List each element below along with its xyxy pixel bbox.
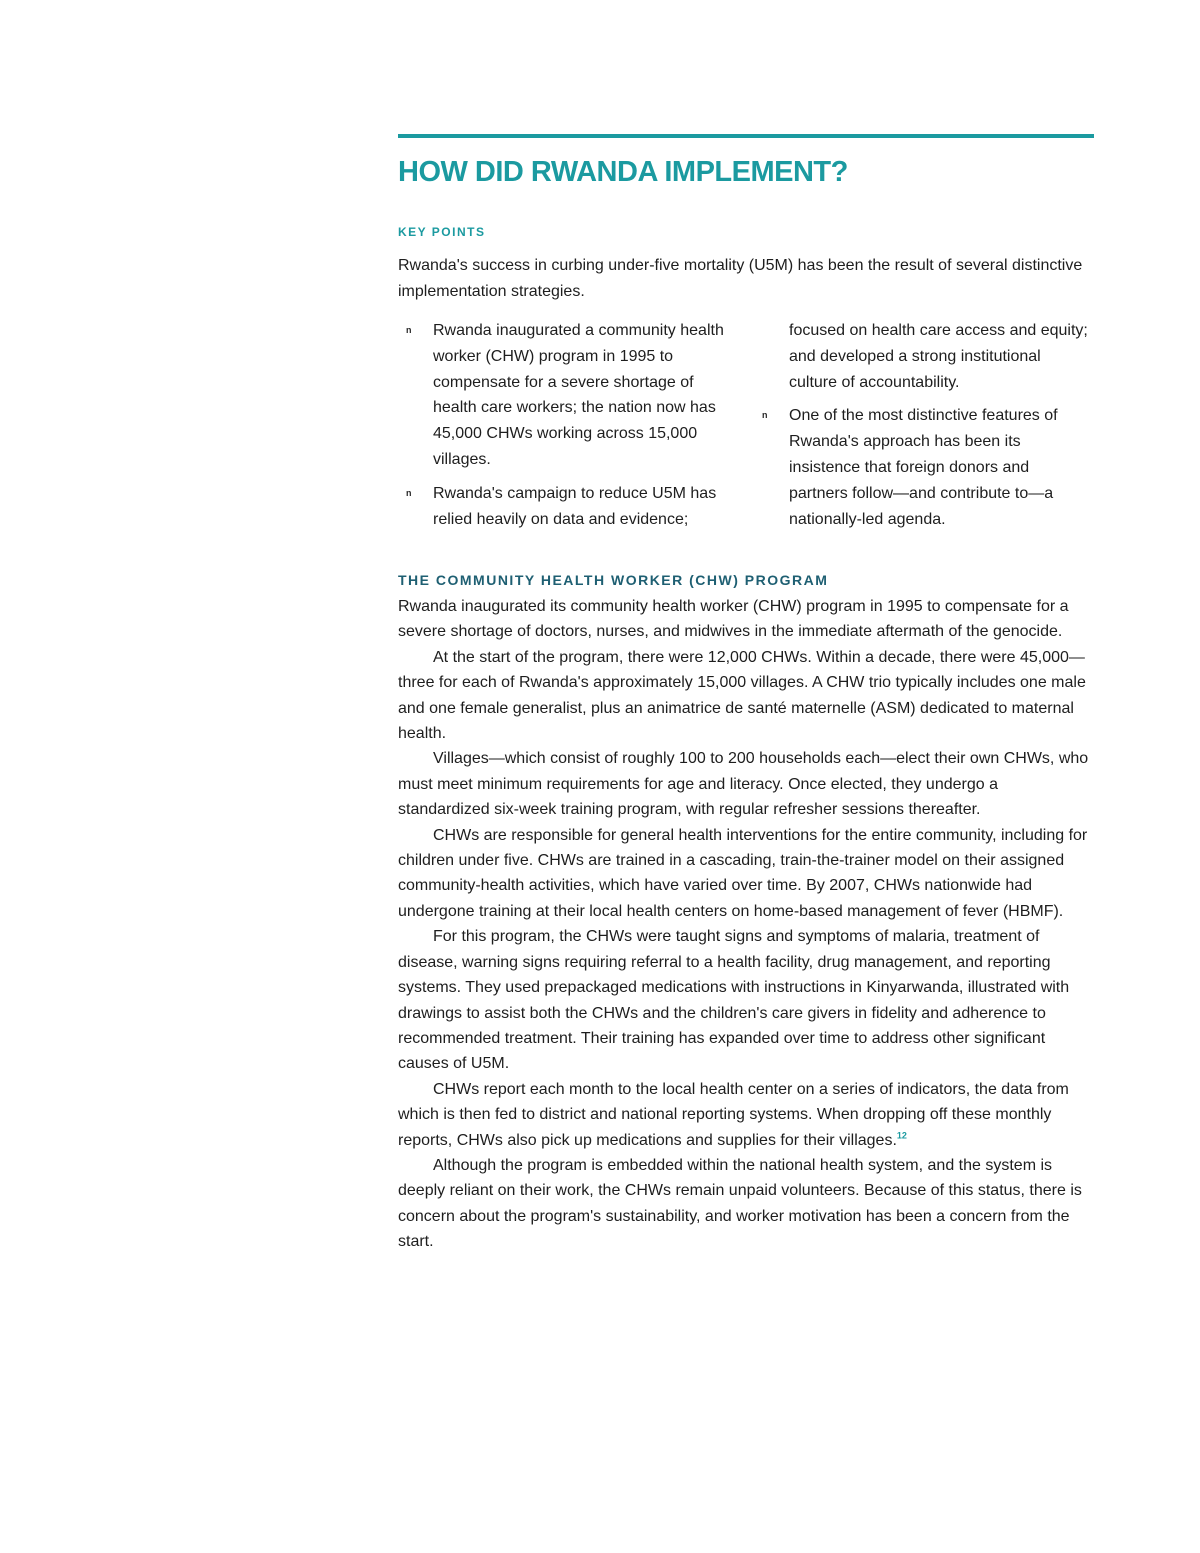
paragraph-1: Rwanda inaugurated its community health worker (CHW) program in 1995 to compensate for a severe shortage of doctors, nurses, and midwives in the immediate aftermath of the genocide.	[398, 598, 1069, 641]
paragraph-2: At the start of the program, there were 12,000 CHWs. Within a decade, there were 45,000—three for each of Rwanda's approximately 15,000 villages. A CHW trio typically includes one male and one female generalist, plus an animatrice de santé maternelle (ASM) dedicated to maternal health.	[398, 648, 1086, 743]
key-points-intro: Rwanda's success in curbing under-five mortality (U5M) has been the result of several distinctive implementation strategies.	[398, 257, 1083, 300]
paragraph-4: CHWs are responsible for general health interventions for the entire community, including for children under five. CHWs are trained in a cascading, train-the-trainer model on their assigned community-health activities, which have varied over time. By 2007, CHWs nationwide had undergone training at their local health centers on home-based management of fever (HBMF).	[398, 826, 1088, 920]
footnote-ref[interactable]: 12	[896, 1130, 907, 1141]
key-point-bullet-1	[406, 318, 736, 473]
key-points-label: KEY POINTS	[398, 225, 486, 239]
key-point-bullet-2	[406, 481, 736, 533]
paragraph-3: Villages—which consist of roughly 100 to 200 households each—elect their own CHWs, who must meet minimum requirements for age and literacy. Once elected, they undergo a standardized six-week training program, with regular refresher sessions thereafter.	[398, 750, 1089, 819]
paragraph-6	[398, 1077, 1090, 1153]
paragraph-5: For this program, the CHWs were taught signs and symptoms of malaria, treatment of disease, warning signs requiring referral to a health facility, drug management, and reporting systems. They used prepackaged medications with instructions in Kinyarwanda, illustrated with drawings to assist both the CHWs and the children's care givers in fidelity and adherence to recommended treatment. Their training has expanded over time to address other significant causes of U5M.	[398, 928, 1070, 1073]
bullet-marker-icon: n	[406, 325, 412, 335]
paragraph-6-text: CHWs report each month to the local health center on a series of indicators, the data from which is then fed to district and national reporting systems. When dropping off these monthly reports, CHWs also pick up medications and supplies for their villages.	[398, 1080, 1069, 1149]
key-point-text-1: Rwanda inaugurated a community health worker (CHW) program in 1995 to compensate for a severe shortage of health care workers; the nation now has 45,000 CHWs working across 15,000 villages.	[433, 322, 724, 468]
bullet-marker-icon: n	[762, 410, 768, 421]
header-rule	[398, 134, 1094, 138]
key-point-text-2b: focused on health care access and equity; and developed a strong institutional culture of accountability.	[789, 322, 1088, 391]
paragraph-7: Although the program is embedded within the national health system, and the system is deeply reliant on their work, the CHWs remain unpaid volunteers. Because of this status, there is concern about the program's sustainability, and worker motivation has been a concern from the start.	[398, 1156, 1082, 1251]
key-point-text-3: One of the most distinctive features of Rwanda's approach has been its insistence that foreign donors and partners follow—and contribute to—a nationally-led agenda.	[789, 407, 1058, 528]
key-point-text-2a: Rwanda's campaign to reduce U5M has relied heavily on data and evidence;	[433, 484, 717, 528]
key-points-left-column	[406, 318, 736, 540]
key-point-bullet-3	[762, 403, 1092, 532]
key-points-right-column	[762, 318, 1092, 540]
section-heading: THE COMMUNITY HEALTH WORKER (CHW) PROGRAM	[398, 572, 829, 588]
page-title: HOW DID RWANDA IMPLEMENT?	[398, 156, 848, 188]
bullet-marker-icon: n	[406, 487, 412, 498]
section-body	[398, 594, 1090, 1255]
